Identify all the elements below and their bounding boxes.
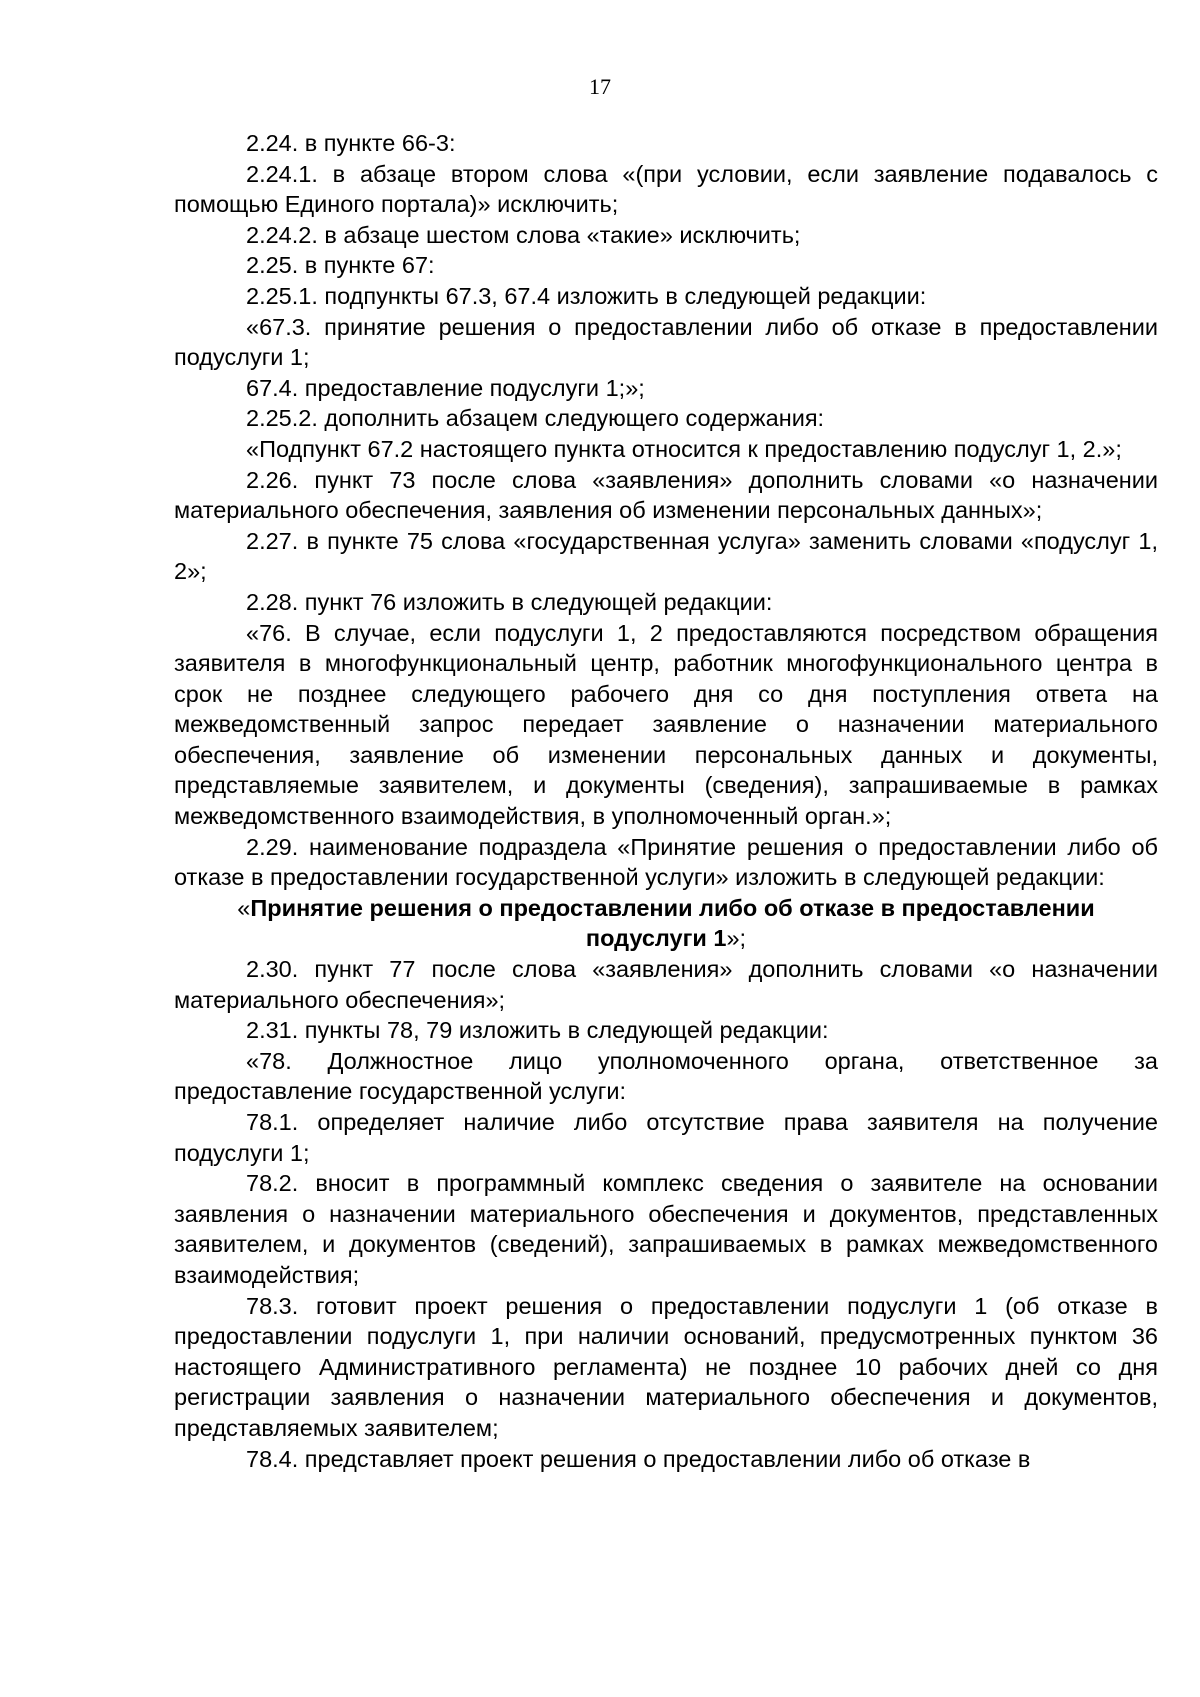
- paragraph-78-4: 78.4. представляет проект решения о предоставлении либо об отказе в: [246, 1445, 1031, 1472]
- paragraph-67-4: 67.4. предоставление подуслуги 1;»;: [246, 374, 645, 401]
- paragraph-2-25: 2.25. в пункте 67:: [246, 252, 435, 279]
- paragraph-78-2: 78.2. вносит в программный комплекс сведения о заявителе на основании заявления о назначении материального обеспечения и документов, представленных заявителем, и документов (сведений), запрашиваемых в рамках межведомственного взаимодействия;: [174, 1170, 1158, 1288]
- heading-open-quote: «: [237, 894, 251, 921]
- paragraph-2-27: 2.27. в пункте 75 слова «государственная услуга» заменить словами «подуслуг 1, 2»;: [174, 527, 1158, 585]
- paragraph-2-24-2: 2.24.2. в абзаце шестом слова «такие» исключить;: [246, 221, 801, 248]
- paragraph-78: «78. Должностное лицо уполномоченного органа, ответственное за предоставление государственной услуги:: [174, 1047, 1158, 1105]
- paragraph-2-25-1: 2.25.1. подпункты 67.3, 67.4 изложить в следующей редакции:: [246, 282, 927, 309]
- subsection-heading: [174, 893, 1158, 954]
- heading-close-quote: »;: [726, 925, 747, 952]
- paragraph-2-24: 2.24. в пункте 66-3:: [246, 130, 456, 156]
- paragraph-67-3: «67.3. принятие решения о предоставлении либо об отказе в предоставлении подуслуги 1;: [174, 313, 1158, 371]
- page-number: 17: [589, 74, 611, 99]
- paragraph-2-26: 2.26. пункт 73 после слова «заявления» дополнить словами «о назначении материального обеспечения, заявления об изменении персональных данных»;: [174, 466, 1158, 524]
- paragraph-2-25-2: 2.25.2. дополнить абзацем следующего содержания:: [246, 405, 825, 432]
- paragraph-2-30: 2.30. пункт 77 после слова «заявления» дополнить словами «о назначении материального обеспечения»;: [174, 956, 1158, 1013]
- paragraph-2-29: 2.29. наименование подраздела «Принятие решения о предоставлении либо об отказе в предоставлении государственной услуги» изложить в следующей редакции:: [174, 833, 1158, 891]
- document-body: [174, 128, 1158, 1474]
- paragraph-2-24-1: 2.24.1. в абзаце втором слова «(при условии, если заявление подавалось с помощью Единого портала)» исключить;: [174, 160, 1158, 218]
- paragraph-78-1: 78.1. определяет наличие либо отсутствие права заявителя на получение подуслуги 1;: [174, 1109, 1158, 1166]
- paragraph-78-3: 78.3. готовит проект решения о предоставлении подуслуги 1 (об отказе в предоставлении подуслуги 1, при наличии оснований, предусмотренных пунктом 36 настоящего Административного регламента) не позднее 10 рабочих дней со дня регистрации заявления о назначении материального обеспечения и документов, представляемых заявителем;: [174, 1292, 1158, 1441]
- paragraph-subpoint-67-2: «Подпункт 67.2 настоящего пункта относится к предоставлению подуслуг 1, 2.»;: [246, 435, 1122, 462]
- paragraph-2-28: 2.28. пункт 76 изложить в следующей редакции:: [246, 588, 773, 615]
- paragraph-76: «76. В случае, если подуслуги 1, 2 предоставляются посредством обращения заявителя в многофункциональный центр, работник многофункционального центра в срок не позднее следующего рабочего дня со дня поступления ответа на межведомственный запрос передает заявление о назначении материального обеспечения, заявление об изменении персональных данных и документы, представляемые заявителем, и документы (сведения), запрашиваемые в рамках межведомственного взаимодействия, в уполномоченный орган.»;: [174, 619, 1158, 830]
- heading-text: Принятие решения о предоставлении либо об отказе в предоставлении подуслуги 1: [250, 894, 1095, 952]
- paragraph-2-31: 2.31. пункты 78, 79 изложить в следующей редакции:: [246, 1017, 829, 1044]
